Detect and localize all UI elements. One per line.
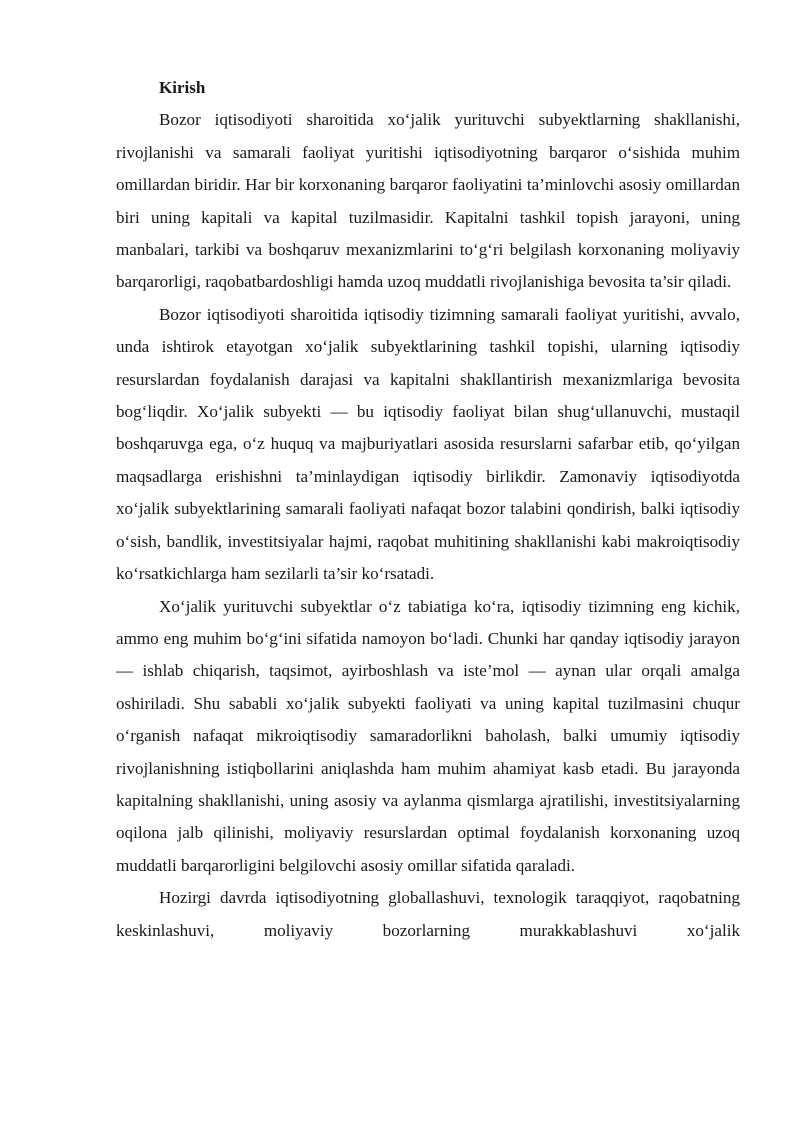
paragraph-1: Bozor iqtisodiyoti sharoitida xo‘jalik yurituvchi subyektlarning shakllanishi, rivojlanishi va samarali faoliyat yuritishi iqtisodiyotning barqaror o‘sishida muhim omillardan biridir. Har bir korxonaning barqaror faoliyatini ta’minlovchi asosiy omillardan biri uning kapitali va kapital tuzilmasidir. Kapitalni tashkil topish jarayoni, uning manbalari, tarkibi va boshqaruv mexanizmlarini to‘g‘ri belgilash korxonaning moliyaviy barqarorligi, raqobatbardoshligi hamda uzoq muddatli rivojlanishiga bevosita ta’sir qiladi. xyxy=(116,110,740,292)
paragraph-3: Xo‘jalik yurituvchi subyektlar o‘z tabiatiga ko‘ra, iqtisodiy tizimning eng kichik, ammo eng muhim bo‘g‘ini sifatida namoyon bo‘ladi. Chunki har qanday iqtisodiy jarayon — ishlab chiqarish, taqsimot, ayirboshlash va iste’mol — aynan ular orqali amalga oshiriladi. Shu sababli xo‘jalik subyekti faoliyati va uning kapital tuzilmasini chuqur o‘rganish nafaqat mikroiqtisodiy samaradorlikni baholash, balki umumiy iqtisodiy rivojlanishning istiqbollarini aniqlashda ham muhim ahamiyat kasb etadi. Bu jarayonda kapitalning shakllanishi, uning asosiy va aylanma qismlarga ajratilishi, investitsiyalarning oqilona jalb qilinishi, moliyaviy resurslardan optimal foydalanish korxonaning uzoq muddatli barqarorligini belgilovchi asosiy omillar sifatida qaraladi. xyxy=(116,596,740,875)
section-heading: Kirish xyxy=(159,78,206,97)
paragraph-2: Bozor iqtisodiyoti sharoitida iqtisodiy tizimning samarali faoliyat yuritishi, avvalo, unda ishtirok etayotgan xo‘jalik subyektlarining tashkil topishi, ularning iqtisodiy resurslardan foydalanish darajasi va kapitalni shakllantirish mexanizmlariga bevosita bog‘liqdir. Xo‘jalik subyekti — bu iqtisodiy faoliyat bilan shug‘ullanuvchi, mustaqil boshqaruvga ega, o‘z huquq va majburiyatlari asosida resurslarni safarbar etib, qo‘yilgan maqsadlarga erishishni ta’minlaydigan iqtisodiy birlikdir. Zamonaviy iqtisodiyotda xo‘jalik subyektlarining samarali faoliyati nafaqat bozor talabini qondirish, balki iqtisodiy o‘sish, bandlik, investitsiyalar hajmi, raqobat muhitining shakllanishi kabi makroiqtisodiy ko‘rsatkichlarga ham sezilarli ta’sir ko‘rsatadi. xyxy=(116,304,740,584)
paragraph-4: Hozirgi davrda iqtisodiyotning globallashuvi, texnologik taraqqiyot, raqobatning keskinlashuvi, moliyaviy bozorlarning murakkablashuvi xo‘jalik xyxy=(116,888,740,940)
document-page xyxy=(116,72,740,947)
